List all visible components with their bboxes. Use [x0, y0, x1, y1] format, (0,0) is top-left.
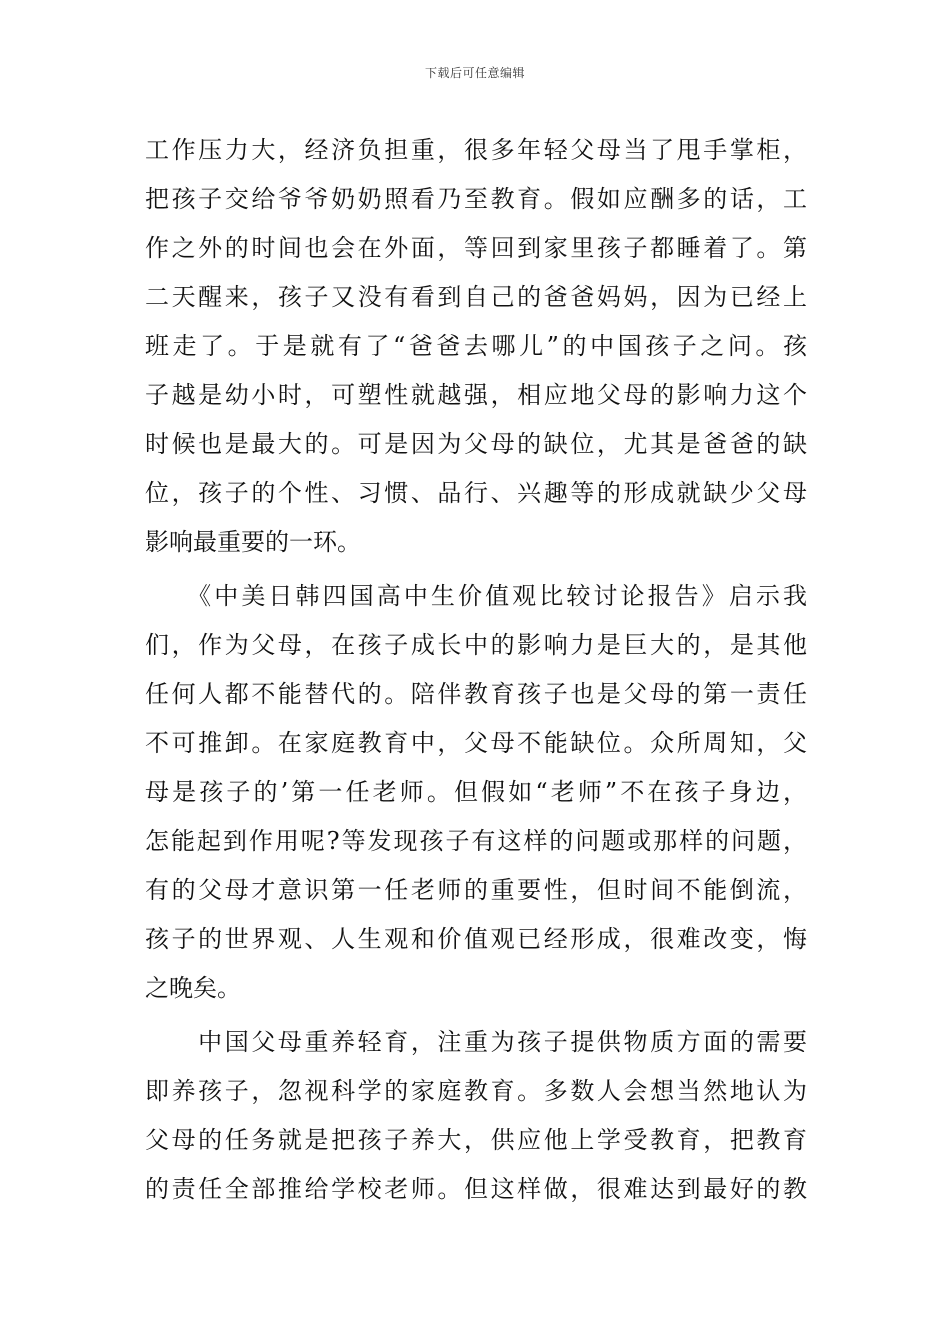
text-line: 子越是幼小时，可塑性就越强，相应地父母的影响力这个 — [145, 381, 807, 409]
text-line: 把孩子交给爷爷奶奶照看乃至教育。假如应酬多的话，工 — [145, 185, 807, 213]
text-line: 影响最重要的一环。 — [145, 528, 361, 556]
text-line: 不可推卸。在家庭教育中，父母不能缺位。众所周知，父 — [145, 729, 807, 757]
paragraph-1 — [145, 126, 807, 567]
text-line: 怎能起到作用呢?等发现孩子有这样的问题或那样的问题， — [145, 827, 807, 855]
text-line: 任何人都不能替代的。陪伴教育孩子也是父母的第一责任 — [145, 680, 807, 708]
text-line: 工作压力大，经济负担重，很多年轻父母当了甩手掌柜， — [145, 136, 807, 164]
text-line: 《中美日韩四国高中生价值观比较讨论报告》启示我 — [145, 582, 807, 610]
document-body — [145, 126, 807, 1219]
text-line: 的责任全部推给学校老师。但这样做，很难达到最好的教 — [145, 1175, 807, 1203]
text-line: 即养孩子，忽视科学的家庭教育。多数人会想当然地认为 — [145, 1077, 807, 1105]
text-line: 有的父母才意识第一任老师的重要性，但时间不能倒流， — [145, 876, 807, 904]
text-line: 母是孩子的’第一任老师。但假如“老师”不在孩子身边， — [145, 778, 807, 806]
text-line: 之晚矣。 — [145, 974, 241, 1002]
text-line: 作之外的时间也会在外面，等回到家里孩子都睡着了。第 — [145, 234, 807, 262]
page-header: 下载后可任意编辑 — [424, 66, 525, 80]
text-line: 们，作为父母，在孩子成长中的影响力是巨大的，是其他 — [145, 631, 807, 659]
text-line: 位，孩子的个性、习惯、品行、兴趣等的形成就缺少父母 — [145, 479, 807, 507]
text-line: 孩子的世界观、人生观和价值观已经形成，很难改变，悔 — [145, 925, 807, 953]
text-line: 班走了。于是就有了“爸爸去哪儿”的中国孩子之问。孩 — [145, 332, 807, 360]
paragraph-2 — [145, 572, 807, 1013]
paragraph-3 — [145, 1018, 807, 1214]
text-line: 二天醒来，孩子又没有看到自己的爸爸妈妈，因为已经上 — [145, 283, 807, 311]
text-line: 时候也是最大的。可是因为父母的缺位，尤其是爸爸的缺 — [145, 430, 807, 458]
text-line: 父母的任务就是把孩子养大，供应他上学受教育，把教育 — [145, 1126, 807, 1154]
text-line: 中国父母重养轻育，注重为孩子提供物质方面的需要 — [145, 1028, 807, 1056]
